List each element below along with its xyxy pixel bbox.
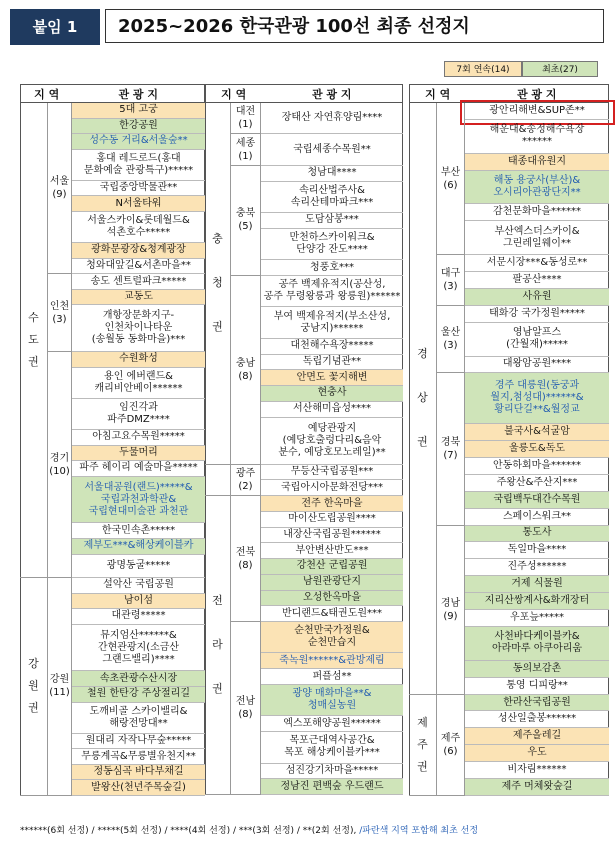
legend-consecutive: 7회 연속(14)	[444, 61, 522, 77]
site-row: 홍대 레드로드(홍대 문화예술 관광특구)*****	[72, 150, 205, 181]
site-row: 청풍호***	[261, 260, 403, 276]
site-row: 광양 매화마을**& 청매실농원	[261, 685, 403, 716]
site-row: 청남대****	[261, 166, 403, 182]
site-row: 태화강 국가정원*****	[465, 306, 609, 323]
site-row: 팔공산****	[465, 272, 609, 289]
site-row: 5대 고궁	[72, 103, 205, 119]
site-row: 불국사&석굴암	[465, 424, 609, 441]
site-row: 두물머리	[72, 446, 205, 462]
site-row: 내장산국립공원******	[261, 528, 403, 544]
site-row: 무등산국립공원***	[261, 465, 403, 481]
header-sites: 관 광 지	[516, 87, 557, 101]
site-row: 교동도	[72, 290, 205, 306]
site-row: 해운대&송정해수욕장 ******	[465, 120, 609, 154]
site-row: 광화문광장&청계광장	[72, 243, 205, 259]
subregion-label: 강원 (11)	[48, 578, 72, 796]
header-region: 지 역	[425, 87, 451, 101]
site-row: 수원화성	[72, 352, 205, 368]
header-sites: 관 광 지	[118, 87, 158, 101]
site-row: 오성한옥마을	[261, 591, 403, 607]
site-row: 발왕산(천년주목숲길)	[72, 780, 205, 796]
site-row: 임진각과 파주DMZ****	[72, 399, 205, 430]
site-row: 광안리해변&SUP존**	[465, 103, 609, 120]
site-row: 부여 백제유적지(부소산성, 궁남지)******	[261, 307, 403, 338]
site-row: 만천하스카이워크& 단양강 잔도****	[261, 229, 403, 260]
site-row: N서울타워	[72, 196, 205, 212]
legend-first: 최초(27)	[522, 61, 598, 77]
site-row: 스페이스워크**	[465, 509, 609, 526]
site-row: 제부도***&해상케이블카	[72, 539, 205, 555]
site-row: 사유원	[465, 289, 609, 306]
subregion-label: 전남 (8)	[231, 622, 261, 795]
site-row: 안면도 꽃지해변	[261, 370, 403, 386]
site-row: 서산해미읍성****	[261, 402, 403, 418]
site-row: 반디랜드&태권도원***	[261, 606, 403, 622]
site-row: 국립아시아문화전당***	[261, 480, 403, 496]
site-row: 청와대앞길&서촌마을**	[72, 259, 205, 275]
subregion-label: 충북 (5)	[231, 166, 261, 276]
subregion-label: 전북 (8)	[231, 496, 261, 622]
site-row: 제주올레길	[465, 728, 609, 745]
site-row: 한라산국립공원	[465, 695, 609, 712]
table-header	[205, 84, 403, 103]
site-row: 우도	[465, 745, 609, 762]
site-row: 남이섬	[72, 594, 205, 610]
site-row: 한강공원	[72, 119, 205, 135]
subregion-label: 인천 (3)	[48, 274, 72, 352]
site-row: 통영 디피랑**	[465, 678, 609, 695]
site-row: 뮤지엄산******& 간현관광지(소금산 그랜드밸리)****	[72, 625, 205, 672]
site-row: 대왕암공원****	[465, 357, 609, 374]
subregion-label: 세종 (1)	[231, 134, 261, 165]
region-group-label: 제 주 권	[409, 695, 437, 796]
site-row: 도담삼봉***	[261, 213, 403, 229]
site-row: 대천해수욕장*****	[261, 339, 403, 355]
site-row: 서울스카이&롯데월드& 석촌호수*****	[72, 212, 205, 243]
site-row: 무릉계곡&무릉별유천지**	[72, 749, 205, 765]
site-row: 부안변산반도***	[261, 543, 403, 559]
site-row: 마이산도립공원****	[261, 512, 403, 528]
site-row: 원대리 자작나무숲*****	[72, 734, 205, 750]
site-row: 예당관광지 (예당호출렁다리&음악 분수, 예당호모노레일)**	[261, 418, 403, 465]
site-row: 경주 대릉원(동궁과 월지,첨성대)******& 황리단길**&월정교	[465, 373, 609, 424]
site-row: 속리산법주사& 속리산테마파크***	[261, 182, 403, 213]
site-row: 서울대공원(랜드)*****& 국립과천과학관& 국립현대미술관 과천관	[72, 477, 205, 524]
site-row: 제주 머체왓숲길	[465, 779, 609, 796]
region-group-label: 충 청 권	[205, 103, 231, 465]
site-row: 파주 헤이리 예술마을*****	[72, 461, 205, 477]
site-row: 설악산 국립공원	[72, 578, 205, 594]
region-group-label: 전 라 권	[205, 496, 231, 795]
footnote-blue: /파란색 지역 포함해 최초 선정	[359, 826, 479, 836]
site-row: 영남알프스 (간월재)*****	[465, 323, 609, 357]
site-row: 장태산 자연휴양림****	[261, 103, 403, 134]
site-row: 공주 백제유적지(공산성, 공주 무령왕릉과 왕릉원)******	[261, 276, 403, 307]
site-row: 퍼플섬**	[261, 669, 403, 685]
attachment-badge: 붙임 1	[10, 9, 100, 45]
site-row: 태종대유원지	[465, 154, 609, 171]
subregion-label: 충남 (8)	[231, 276, 261, 465]
subregion-label: 경기 (10)	[48, 352, 72, 578]
site-row: 국립세종수목원**	[261, 134, 403, 165]
site-row: 죽녹원******&관방제림	[261, 653, 403, 669]
subregion-label: 서울 (9)	[48, 103, 72, 274]
site-row: 거제 식물원	[465, 576, 609, 593]
site-row: 국립백두대간수목원	[465, 492, 609, 509]
subregion-label: 경북 (7)	[437, 373, 465, 525]
site-row: 해동 용궁사(부산)& 오시리아관광단지**	[465, 171, 609, 205]
subregion-label: 울산 (3)	[437, 306, 465, 374]
site-row: 송도 센트럴파크*****	[72, 274, 205, 290]
site-row: 진주성******	[465, 559, 609, 576]
site-row: 용인 에버랜드& 캐리비안베이******	[72, 368, 205, 399]
site-row: 한국민속촌*****	[72, 523, 205, 539]
document-title: 2025~2026 한국관광 100선 최종 선정지	[105, 9, 604, 43]
region-group-label: 경 상 권	[409, 103, 437, 695]
site-row: 동의보감촌	[465, 661, 609, 678]
subregion-label: 제주 (6)	[437, 695, 465, 796]
subregion-label: 대구 (3)	[437, 255, 465, 306]
site-row: 속초관광수산시장	[72, 671, 205, 687]
site-row: 현충사	[261, 386, 403, 402]
site-row: 전주 한옥마을	[261, 496, 403, 512]
site-row: 정남진 편백숲 우드랜드	[261, 779, 403, 795]
site-row: 철원 한탄강 주상절리길	[72, 687, 205, 703]
document-header	[10, 9, 606, 47]
subregion-label: 광주 (2)	[231, 465, 261, 496]
region-group-label: 수 도 권	[20, 103, 48, 578]
site-row: 엑스포해양공원******	[261, 716, 403, 732]
subregion-label: 부산 (6)	[437, 103, 465, 255]
site-row: 서문시장***&동성로**	[465, 255, 609, 272]
region-group-label: 강 원 권	[20, 578, 48, 796]
site-row: 안동하회마을******	[465, 458, 609, 475]
header-region: 지 역	[34, 87, 60, 101]
site-row: 대관령*****	[72, 609, 205, 625]
site-row: 울릉도&독도	[465, 441, 609, 458]
site-row: 성산일출봉******	[465, 711, 609, 728]
site-row: 부산엑스더스카이& 그린레일웨이**	[465, 221, 609, 255]
site-row: 통도사	[465, 526, 609, 543]
site-row: 사천바다케이블카& 아라마루 아쿠아리움	[465, 627, 609, 661]
site-row: 목포근대역사공간& 목포 해상케이블카***	[261, 732, 403, 763]
site-row: 개항장문화지구- 인천차이나타운 (송월동 동화마을)***	[72, 305, 205, 352]
site-row: 정동심곡 바다부채길	[72, 765, 205, 781]
subregion-label: 대전 (1)	[231, 103, 261, 134]
footnote-stars: ******(6회 선정) / *****(5회 선정) / ****(4회 선정) / ***(3회 선정) / **(2회 선정),	[20, 826, 360, 836]
header-region: 지 역	[221, 87, 247, 101]
site-row: 순천만국가정원& 순천만습지	[261, 622, 403, 653]
region-group-label	[205, 465, 231, 496]
table-header	[20, 84, 205, 103]
site-row: 독립기념관**	[261, 355, 403, 371]
site-row: 섬진강기차마을*****	[261, 764, 403, 780]
site-row: 비자림******	[465, 762, 609, 779]
subregion-label: 경남 (9)	[437, 526, 465, 695]
site-row: 아침고요수목원*****	[72, 430, 205, 446]
site-row: 주왕산&주산지***	[465, 475, 609, 492]
site-row: 도깨비골 스카이밸리& 해랑전망대**	[72, 703, 205, 734]
site-row: 독일마을****	[465, 542, 609, 559]
site-row: 성수동 거리&서울숲**	[72, 134, 205, 150]
site-row: 우포늪*****	[465, 610, 609, 627]
site-row: 국립중앙박물관**	[72, 181, 205, 197]
site-row: 남원관광단지	[261, 575, 403, 591]
site-row: 지리산쌍계사&화개장터	[465, 593, 609, 610]
header-sites: 관 광 지	[311, 87, 352, 101]
site-row: 감천문화마을******	[465, 204, 609, 221]
site-row: 강천산 군립공원	[261, 559, 403, 575]
footnote	[20, 823, 478, 836]
site-row: 광명동굴*****	[72, 555, 205, 578]
